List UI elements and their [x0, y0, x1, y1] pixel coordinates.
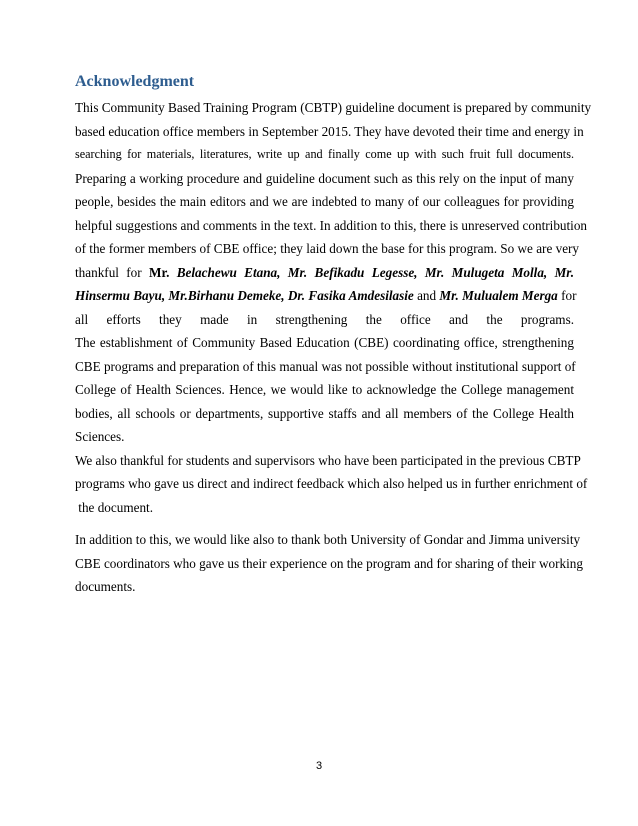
text-line: programs who gave us direct and indirect feedback which also helped us in further enrichment of	[75, 476, 588, 491]
text-line: CBE coordinators who gave us their experience on the program and for sharing of their working	[75, 555, 583, 571]
paragraph-universities	[75, 528, 583, 599]
text-line-names	[75, 261, 574, 285]
section-heading: Acknowledgment	[75, 73, 195, 90]
text-line-names	[75, 284, 577, 308]
text-line: all efforts they made in strengthening the office and the programs.	[75, 311, 574, 327]
paragraph-gap	[75, 519, 574, 528]
text-line: CBE programs and preparation of this manual was not possible without institutional support of	[75, 358, 576, 374]
text-run: for	[557, 288, 577, 303]
text-line: people, besides the main editors and we are indebted to many of our colleagues for providing	[75, 194, 574, 209]
text-run: and	[413, 288, 440, 303]
text-line: This Community Based Training Program (CBTP) guideline document is prepared by community	[75, 100, 592, 115]
title-mr: Mr.	[149, 264, 170, 280]
text-line: based education office members in September 2015. They have devoted their time and energy in	[75, 123, 584, 139]
paragraph-cbe-office	[75, 331, 574, 449]
contributor-name: Mr. Mulualem Merga	[439, 288, 558, 303]
text-line: bodies, all schools or departments, supportive staffs and all members of the College Health	[75, 405, 574, 421]
contributor-names: Belachewu Etana, Mr. Befikadu Legesse, Mr. Mulugeta Molla, Mr.	[169, 264, 575, 280]
contributor-names: Hinsermu Bayu, Mr.Birhanu Demeke, Dr. Fasika Amdesilasie	[75, 288, 414, 303]
text-line: Preparing a working procedure and guideline document such as this rely on the input of many	[75, 170, 574, 186]
text-line: helpful suggestions and comments in the text. In addition to this, there is unreserved contribution	[75, 217, 588, 233]
text-line: documents.	[75, 579, 136, 594]
text-line: The establishment of Community Based Education (CBE) coordinating office, strengthening	[75, 335, 574, 350]
paragraph-contributors	[75, 96, 592, 331]
text-line: searching for materials, literatures, write up and finally come up with such fruit full documents.	[75, 147, 574, 161]
text-line: In addition to this, we would like also to thank both University of Gondar and Jimma university	[75, 532, 581, 547]
body-text	[75, 96, 592, 599]
paragraph-students	[75, 449, 588, 520]
text-line: the document.	[75, 499, 154, 515]
text-run: thankful for	[75, 264, 150, 280]
text-line: College of Health Sciences. Hence, we would like to acknowledge the College management	[75, 382, 574, 397]
page-number: 3	[315, 760, 323, 772]
text-line: Sciences.	[75, 429, 125, 444]
text-line: We also thankful for students and supervisors who have been participated in the previous CBTP	[75, 452, 581, 468]
text-line: of the former members of CBE office; they laid down the base for this program. So we are very	[75, 241, 580, 256]
